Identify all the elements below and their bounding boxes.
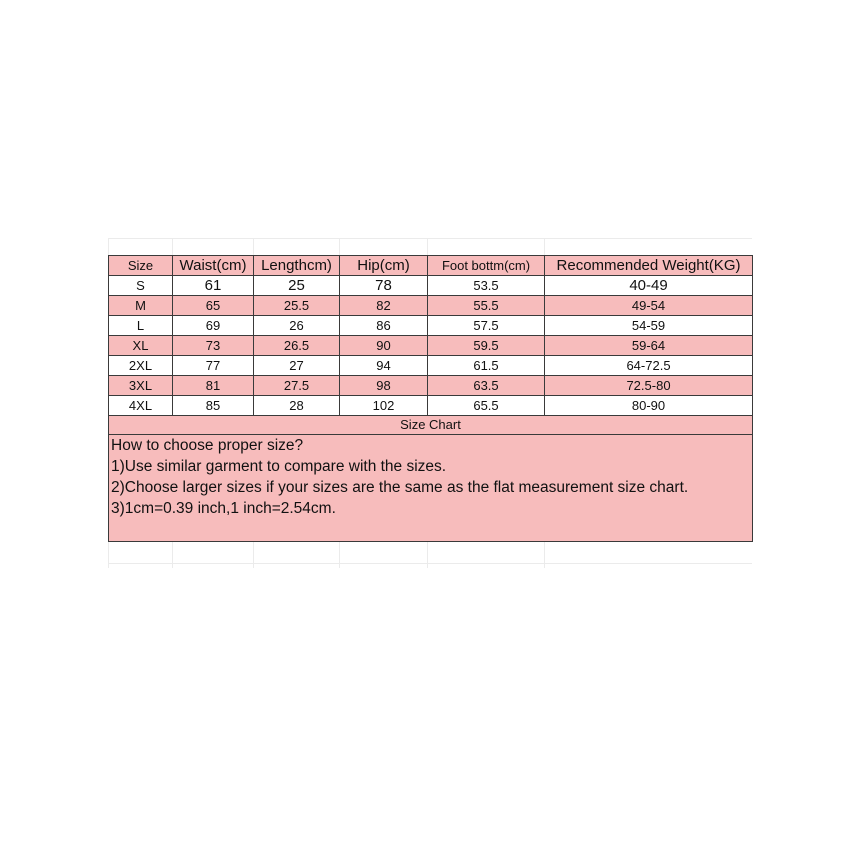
- cell-waist: 77: [173, 356, 254, 376]
- cell-waist: 85: [173, 396, 254, 416]
- cell-waist: 69: [173, 316, 254, 336]
- cell-hip: 98: [340, 376, 428, 396]
- cell-waist: 65: [173, 296, 254, 316]
- header-length: Lengthcm): [254, 256, 340, 276]
- cell-foot-bottom: 57.5: [428, 316, 545, 336]
- size-notes: [109, 435, 753, 542]
- cell-length: 25: [254, 276, 340, 296]
- cell-hip: 102: [340, 396, 428, 416]
- cell-foot-bottom: 53.5: [428, 276, 545, 296]
- cell-waist: 81: [173, 376, 254, 396]
- cell-weight: 49-54: [545, 296, 753, 316]
- cell-weight: 54-59: [545, 316, 753, 336]
- header-waist: Waist(cm): [173, 256, 254, 276]
- cell-size: XL: [109, 336, 173, 356]
- cell-hip: 78: [340, 276, 428, 296]
- cell-hip: 82: [340, 296, 428, 316]
- cell-length: 25.5: [254, 296, 340, 316]
- header-hip: Hip(cm): [340, 256, 428, 276]
- cell-foot-bottom: 63.5: [428, 376, 545, 396]
- cell-foot-bottom: 59.5: [428, 336, 545, 356]
- cell-hip: 86: [340, 316, 428, 336]
- table-row: [109, 316, 753, 336]
- gridline: [108, 238, 752, 239]
- cell-size: 4XL: [109, 396, 173, 416]
- notes-row: [109, 435, 753, 542]
- cell-size: 3XL: [109, 376, 173, 396]
- cell-length: 27.5: [254, 376, 340, 396]
- cell-length: 26.5: [254, 336, 340, 356]
- cell-length: 28: [254, 396, 340, 416]
- cell-foot-bottom: 61.5: [428, 356, 545, 376]
- note-line: 1)Use similar garment to compare with the sizes.: [111, 458, 447, 475]
- cell-size: M: [109, 296, 173, 316]
- caption-row: [109, 416, 753, 435]
- cell-foot-bottom: 65.5: [428, 396, 545, 416]
- cell-waist: 73: [173, 336, 254, 356]
- header-foot-bottom: Foot bottm(cm): [428, 256, 545, 276]
- cell-weight: 40-49: [545, 276, 753, 296]
- table-row: [109, 376, 753, 396]
- cell-length: 27: [254, 356, 340, 376]
- cell-size: S: [109, 276, 173, 296]
- cell-size: 2XL: [109, 356, 173, 376]
- spreadsheet-area: [108, 238, 752, 568]
- cell-hip: 90: [340, 336, 428, 356]
- gridline: [108, 563, 752, 564]
- table-caption: Size Chart: [109, 416, 753, 435]
- size-chart-table: [108, 255, 753, 542]
- note-line: 2)Choose larger sizes if your sizes are the same as the flat measurement size chart.: [111, 479, 689, 496]
- cell-weight: 64-72.5: [545, 356, 753, 376]
- cell-weight: 80-90: [545, 396, 753, 416]
- header-row: [109, 256, 753, 276]
- header-recommended-weight: Recommended Weight(KG): [545, 256, 753, 276]
- cell-foot-bottom: 55.5: [428, 296, 545, 316]
- table-row: [109, 396, 753, 416]
- cell-waist: 61: [173, 276, 254, 296]
- table-row: [109, 356, 753, 376]
- header-size: Size: [109, 256, 173, 276]
- cell-weight: 72.5-80: [545, 376, 753, 396]
- table-row: [109, 296, 753, 316]
- note-line: 3)1cm=0.39 inch,1 inch=2.54cm.: [111, 500, 336, 517]
- table-row: [109, 276, 753, 296]
- note-line: How to choose proper size?: [111, 437, 304, 454]
- cell-hip: 94: [340, 356, 428, 376]
- cell-weight: 59-64: [545, 336, 753, 356]
- cell-size: L: [109, 316, 173, 336]
- table-row: [109, 336, 753, 356]
- cell-length: 26: [254, 316, 340, 336]
